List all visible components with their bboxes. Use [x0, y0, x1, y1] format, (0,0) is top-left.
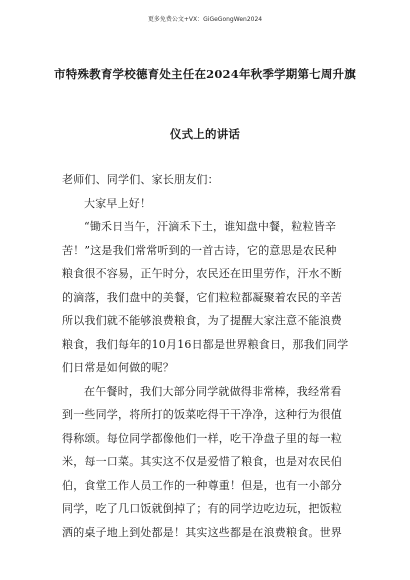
paragraph-line: 同学，吃了几口饭就倒掉了；有的同学边吃边玩，把饭粒 — [62, 502, 342, 515]
paragraph-line: 得称颂。每位同学都像他们一样，吃干净盘子里的每一粒 — [62, 431, 342, 445]
document-title-line-1: 市特殊教育学校德育处主任在2024年秋季学期第七周升旗 — [54, 67, 356, 81]
paragraph-line: 洒的桌子地上到处都是！其实这些都是在浪费粮食。世界 — [62, 525, 342, 539]
greeting: 大家早上好！ — [84, 196, 152, 210]
paragraph-line: 粮食很不容易，正午时分，农民还在田里劳作，汗水不断 — [62, 267, 342, 280]
paragraph-line: 到一些同学，将所打的饭菜吃得干干净净，这种行为很值 — [62, 408, 342, 421]
paragraph-line: 苦！”这是我们常常听到的一首古诗，它的意思是农民种 — [62, 243, 337, 257]
paragraph-line: 所以我们就不能够浪费粮食，为了提醒大家注意不能浪费 — [62, 314, 342, 327]
header-note: 更多免费公文+VX：GiGeGongWen2024 — [147, 16, 263, 23]
paragraph-line: 米，每一口菜。其实这不仅是爱惜了粮食，也是对农民伯 — [62, 455, 342, 468]
document-title-line-2: 仪式上的讲话 — [169, 127, 241, 141]
paragraph-line: 的滴落，我们盘中的美餐，它们粒粒都凝聚着农民的辛苦 — [62, 290, 342, 304]
paragraph-line: 在午餐时，我们大部分同学就做得非常棒，我经常看 — [84, 384, 342, 398]
paragraph-line: 伯，食堂工作人员工作的一种尊重！但是，也有一小部分 — [62, 478, 342, 492]
paragraph-line: 粮食，我们每年的10月16日都是世界粮食日，那我们同学 — [62, 337, 349, 351]
paragraph-line: “锄禾日当午，汗滴禾下土，谁知盘中餐，粒粒皆辛 — [84, 220, 337, 233]
paragraph-line: 们日常是如何做的呢？ — [62, 361, 174, 374]
speech-body — [62, 168, 352, 544]
salutation: 老师们、同学们、家长朋友们： — [62, 173, 219, 186]
